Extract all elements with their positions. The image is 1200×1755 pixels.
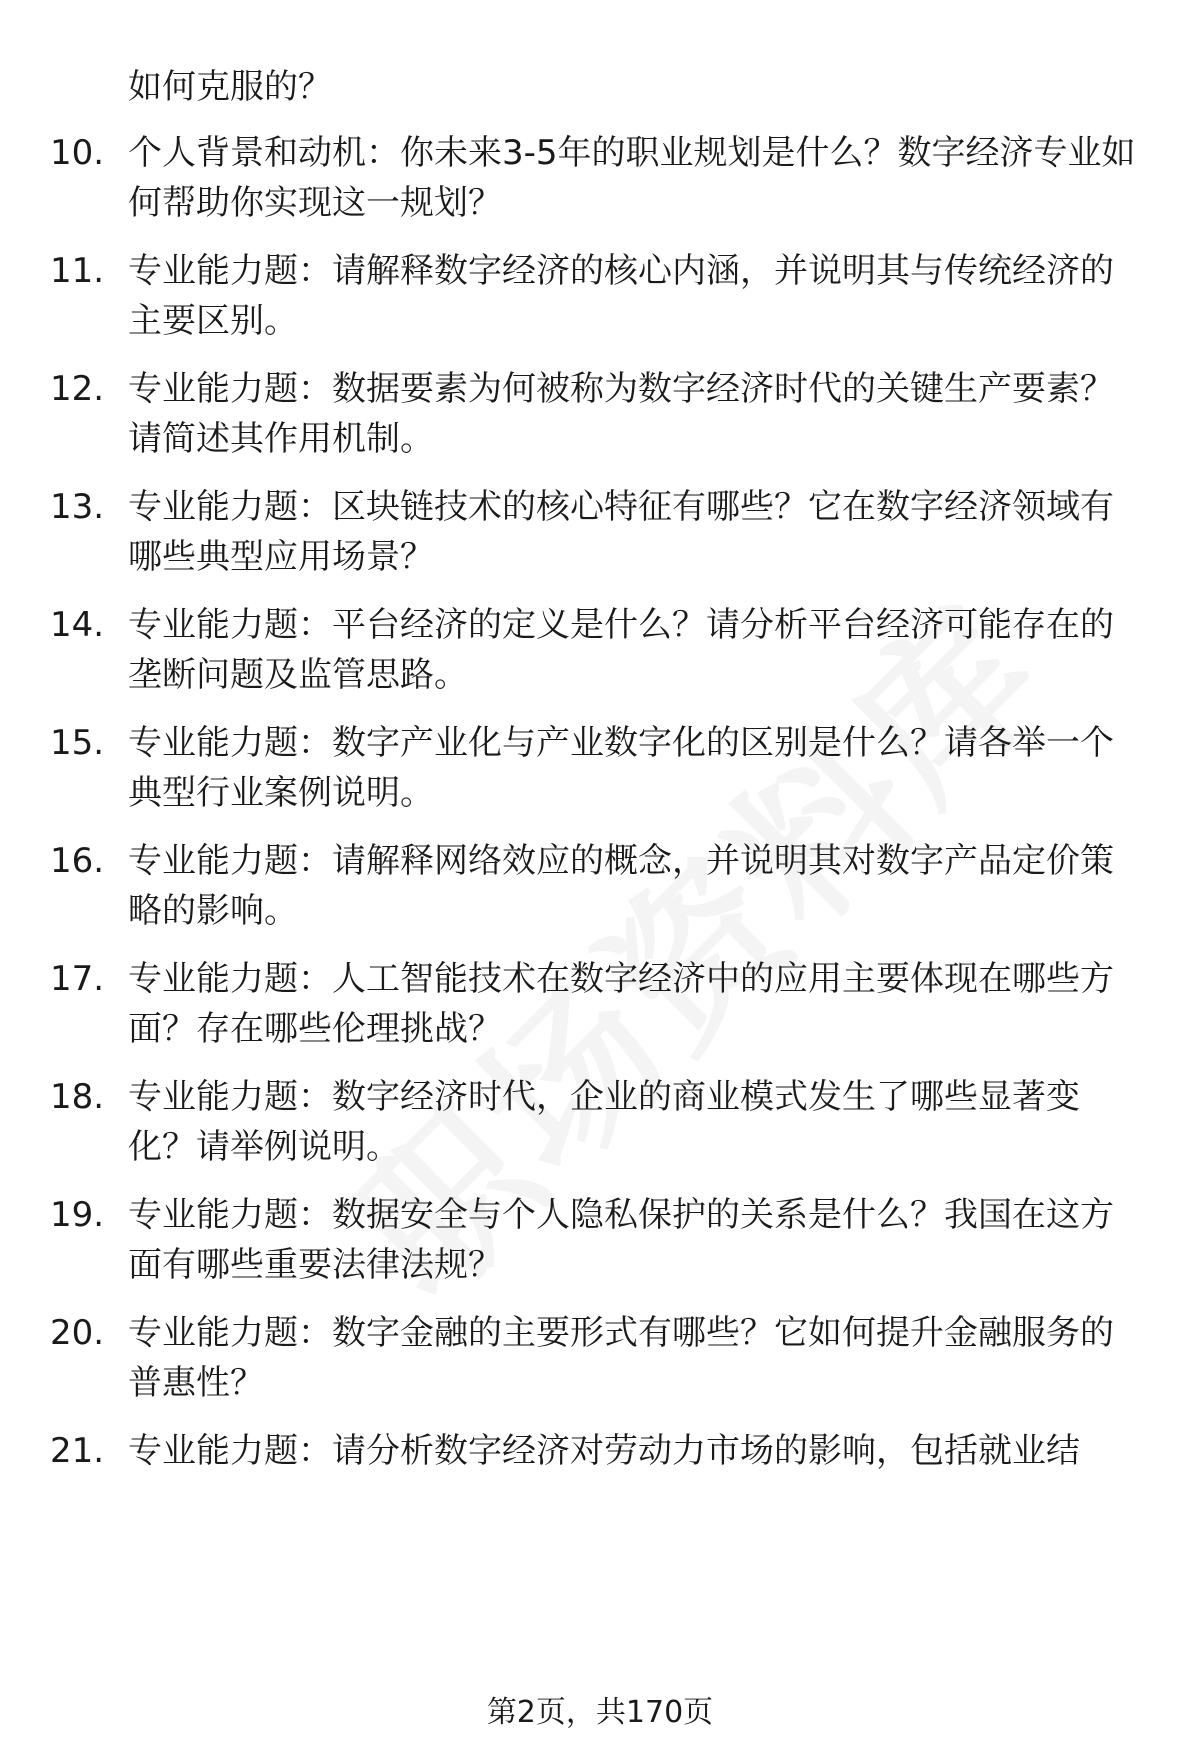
item-number: 17. (50, 959, 105, 999)
item-number: 18. (50, 1077, 105, 1117)
list-item (50, 600, 1150, 700)
list-item (50, 482, 1150, 582)
item-text: 专业能力题：数据安全与个人隐私保护的关系是什么？我国在这方面有哪些重要法律法规？ (128, 1195, 1114, 1285)
list-item (50, 1426, 1150, 1476)
item-number: 16. (50, 841, 105, 881)
list-item (50, 954, 1150, 1054)
list-item (50, 128, 1150, 228)
item-text: 专业能力题：请分析数字经济对劳动力市场的影响，包括就业结 (128, 1431, 1080, 1471)
item-number: 11. (50, 251, 105, 291)
item-text: 专业能力题：请解释数字经济的核心内涵，并说明其与传统经济的主要区别。 (128, 251, 1114, 341)
list-item (50, 836, 1150, 936)
page-footer: 第2页，共170页 (486, 1695, 714, 1730)
item-number: 20. (50, 1313, 105, 1353)
item-text: 专业能力题：数字经济时代，企业的商业模式发生了哪些显著变化？请举例说明。 (128, 1077, 1080, 1167)
item-text: 个人背景和动机：你未来3-5年的职业规划是什么？数字经济专业如何帮助你实现这一规划？ (128, 133, 1136, 223)
item-text: 专业能力题：人工智能技术在数字经济中的应用主要体现在哪些方面？存在哪些伦理挑战？ (128, 959, 1114, 1049)
item-text: 专业能力题：数据要素为何被称为数字经济时代的关键生产要素？请简述其作用机制。 (128, 369, 1114, 459)
item-number: 10. (50, 133, 105, 173)
item-text: 专业能力题：数字金融的主要形式有哪些？它如何提升金融服务的普惠性？ (128, 1313, 1114, 1403)
item-text: 专业能力题：区块链技术的核心特征有哪些？它在数字经济领域有哪些典型应用场景？ (128, 487, 1114, 577)
item-number: 14. (50, 605, 105, 645)
item-text: 专业能力题：数字产业化与产业数字化的区别是什么？请各举一个典型行业案例说明。 (128, 723, 1114, 813)
list-item (50, 1072, 1150, 1172)
item-number: 21. (50, 1431, 105, 1471)
item-number: 15. (50, 723, 105, 763)
list-item (50, 1308, 1150, 1408)
list-item (50, 718, 1150, 818)
item-text: 专业能力题：平台经济的定义是什么？请分析平台经济可能存在的垄断问题及监管思路。 (128, 605, 1114, 695)
list-item (50, 1190, 1150, 1290)
item-number: 19. (50, 1195, 105, 1235)
item-text: 专业能力题：请解释网络效应的概念，并说明其对数字产品定价策略的影响。 (128, 841, 1114, 931)
list-item (50, 246, 1150, 346)
item-number: 12. (50, 369, 105, 409)
item-number: 13. (50, 487, 105, 527)
continuation-text: 如何克服的？ (128, 67, 332, 107)
list-item (50, 364, 1150, 464)
